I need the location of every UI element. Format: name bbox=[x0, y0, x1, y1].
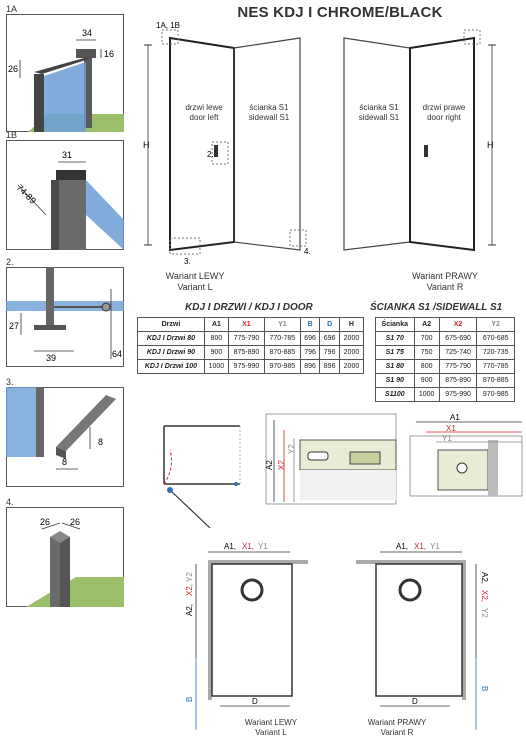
plan-right-side-y: Y2 bbox=[480, 608, 489, 618]
table-doors bbox=[137, 317, 364, 374]
plan-right-d: D bbox=[412, 697, 418, 706]
detail-1b-label: 1B bbox=[6, 130, 18, 140]
dim-2-height: 27 bbox=[9, 321, 20, 331]
plan-left-x: X1, bbox=[242, 542, 255, 551]
mid-y2: Y2 bbox=[287, 444, 296, 454]
detail-3-drawing bbox=[6, 387, 124, 487]
dim-2-width: 39 bbox=[46, 353, 57, 363]
detail-2-label: 2. bbox=[6, 257, 14, 267]
plan-right-b: B bbox=[480, 686, 489, 692]
dim-4-a: 26 bbox=[40, 517, 51, 527]
th-b: B bbox=[300, 318, 320, 332]
detail-1a-drawing bbox=[6, 14, 124, 132]
table-doors-header bbox=[138, 318, 364, 332]
callout-3: 3. bbox=[184, 257, 191, 266]
variant-right-plan: Wariant PRAWY Variant R bbox=[367, 718, 427, 737]
dim-2-total: 64 bbox=[112, 349, 123, 359]
detail-4-label: 4. bbox=[6, 497, 14, 507]
plan-left-side-a: A2, bbox=[185, 603, 194, 616]
dim-1a-width: 34 bbox=[82, 28, 93, 38]
variant-right-elevation: Wariant PRAWY Variant R bbox=[412, 271, 478, 292]
table-row: KDJ I Drzwi 100 1000 975-990 970-985 896 896 2000 bbox=[138, 360, 364, 374]
plan-left bbox=[185, 542, 308, 730]
plan-left-side-y: Y2 bbox=[185, 572, 194, 582]
table-row: S1 70 700 675-690 670-685 bbox=[376, 332, 515, 346]
th-d: D bbox=[320, 318, 340, 332]
th-x1: X1 bbox=[228, 318, 264, 332]
table-sidewall-header bbox=[376, 318, 515, 332]
table-row: S1 75 750 725-740 720-735 bbox=[376, 346, 515, 360]
dim-1b-width: 31 bbox=[62, 150, 73, 160]
th-a2: A2 bbox=[414, 318, 439, 332]
page-title: NES KDJ I CHROME/BLACK bbox=[237, 4, 443, 21]
dim-3-height: 8 bbox=[98, 437, 104, 447]
dim-1a-height: 16 bbox=[104, 49, 115, 59]
plan-left-y: Y1 bbox=[258, 542, 268, 551]
variant-left-plan: Wariant LEWY Variant L bbox=[244, 718, 298, 737]
label-door-right: drzwi prawe door right bbox=[422, 103, 466, 122]
detail-2-drawing bbox=[6, 267, 124, 367]
dim-1b-range: 74-89 bbox=[14, 182, 39, 206]
sidewall-fixing-detail bbox=[265, 414, 396, 504]
mid-x1: X1 bbox=[446, 424, 456, 433]
h-label-left: H bbox=[143, 140, 150, 150]
plan-left-b: B bbox=[185, 696, 194, 702]
th-scianka: Ścianka bbox=[376, 318, 415, 332]
label-door-left: drzwi lewe door left bbox=[185, 103, 223, 122]
table-row: KDJ I Drzwi 90 900 875-890 870-885 796 796 2000 bbox=[138, 346, 364, 360]
elevation-left bbox=[143, 21, 300, 266]
h-label-right: H bbox=[487, 140, 494, 150]
mid-a2: A2 bbox=[265, 460, 274, 470]
table-row: S1 90 900 875-890 870-885 bbox=[376, 374, 515, 388]
table-sidewall-title: ŚCIANKA S1 /SIDEWALL S1 bbox=[370, 302, 503, 313]
floor-plans bbox=[180, 540, 526, 740]
dim-1a-side: 26 bbox=[8, 64, 19, 74]
th-a1: A1 bbox=[204, 318, 228, 332]
table-row: S1 80 800 775-790 770-785 bbox=[376, 360, 515, 374]
table-row: S1100 1000 975-990 970-985 bbox=[376, 388, 515, 402]
callout-2: 2. bbox=[207, 150, 214, 159]
dim-3-width: 8 bbox=[62, 457, 68, 467]
callout-4: 4. bbox=[304, 247, 311, 256]
elevation-drawing bbox=[130, 20, 526, 270]
table-sidewall bbox=[375, 317, 515, 402]
table-doors-title: KDJ I DRZWI / KDJ I DOOR bbox=[185, 302, 313, 313]
th-y2: Y2 bbox=[477, 318, 515, 332]
table-row: KDJ I Drzwi 80 800 775-790 770-785 696 696 2000 bbox=[138, 332, 364, 346]
plan-right-x: X1, bbox=[414, 542, 427, 551]
plan-left-a: A1, bbox=[224, 542, 237, 551]
elevation-right bbox=[290, 30, 496, 256]
detail-1a-label: 1A bbox=[6, 4, 18, 14]
label-sidewall-right: ścianka S1 sidewall S1 bbox=[358, 103, 400, 122]
th-y1: Y1 bbox=[264, 318, 300, 332]
plan-right-side-a: A2, bbox=[480, 572, 489, 585]
callout-1a1b: 1A, 1B bbox=[156, 21, 181, 30]
plan-right-a: A1, bbox=[396, 542, 409, 551]
middle-details bbox=[150, 410, 526, 540]
variant-left-elevation: Wariant LEWY Variant L bbox=[165, 271, 225, 292]
plan-right-side-x: X2, bbox=[480, 590, 489, 603]
plan-left-d: D bbox=[252, 697, 258, 706]
dim-4-b: 26 bbox=[70, 517, 81, 527]
th-x2: X2 bbox=[439, 318, 477, 332]
label-sidewall-left: ścianka S1 sidewall S1 bbox=[248, 103, 290, 122]
detail-3-label: 3. bbox=[6, 377, 14, 387]
detail-4-drawing bbox=[6, 507, 124, 607]
plan-right-y: Y1 bbox=[430, 542, 440, 551]
mid-y1: Y1 bbox=[442, 434, 452, 443]
plan-right bbox=[356, 542, 489, 730]
detail-1b-drawing bbox=[6, 140, 124, 250]
th-h: H bbox=[339, 318, 363, 332]
th-drzwi: Drzwi bbox=[138, 318, 205, 332]
swing-plan bbox=[164, 426, 240, 528]
door-fixing-detail bbox=[410, 413, 522, 496]
plan-left-side-x: X2, bbox=[185, 583, 194, 596]
mid-a1: A1 bbox=[450, 413, 460, 422]
mid-x2: X2 bbox=[277, 460, 286, 470]
